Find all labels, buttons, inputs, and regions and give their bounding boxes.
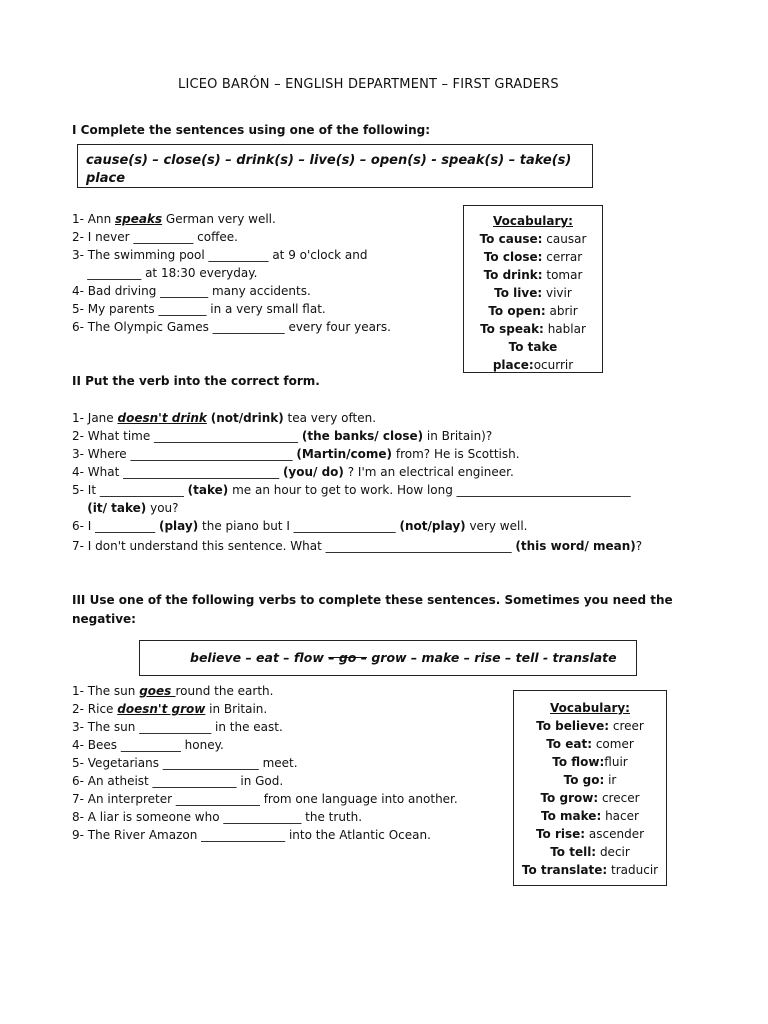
section2-heading: II Put the verb into the correct form.	[72, 374, 320, 388]
list-item: 6- The Olympic Games ____________ every four years.	[72, 320, 391, 334]
wordbox-line2: place	[86, 171, 126, 186]
list-item: 5- My parents ________ in a very small flat.	[72, 302, 326, 316]
vocab-entry: To flow:fluir	[552, 755, 628, 769]
wordbox-verbs: believe – eat – flow – go – grow – make – rise – tell - translate	[190, 650, 617, 665]
list-item: 7- An interpreter ______________ from one language into another.	[72, 792, 458, 806]
answer-example: doesn't drink	[117, 411, 207, 425]
vocab-entry: To go: ir	[563, 773, 617, 787]
section1-heading: I Complete the sentences using one of the following:	[72, 123, 431, 137]
list-item: 4- Bad driving ________ many accidents.	[72, 284, 311, 298]
vocab-entry: To open: abrir	[488, 304, 578, 318]
section3-heading-line2: negative:	[72, 612, 136, 626]
vocabulary-title: Vocabulary:	[493, 214, 573, 228]
section3-wordbox	[139, 640, 637, 676]
answer-example: speaks	[115, 212, 163, 226]
vocab-entry: To grow: crecer	[540, 791, 640, 805]
vocab-entry: To drink: tomar	[483, 268, 583, 282]
list-item: 1- The sun goes round the earth.	[72, 684, 274, 698]
list-item: 6- An atheist ______________ in God.	[72, 774, 284, 788]
list-item: 1- Ann speaks German very well.	[72, 212, 276, 226]
list-item: (it/ take) you?	[87, 501, 179, 515]
vocab-entry: To live: vivir	[494, 286, 572, 300]
list-item: 7- I don't understand this sentence. What _______________________________ (this word/ mean)?	[72, 539, 643, 553]
list-item: 1- Jane doesn't drink (not/drink) tea very often.	[72, 411, 377, 425]
vocab-entry: To eat: comer	[546, 737, 634, 751]
vocab-entry: To translate: traducir	[521, 863, 659, 877]
vocab-entry: To cause: causar	[479, 232, 587, 246]
vocab-entry: To tell: decir	[550, 845, 630, 859]
vocab-entry: To speak: hablar	[480, 322, 586, 336]
list-item: 4- What __________________________ (you/ do) ? I'm an electrical engineer.	[72, 465, 514, 479]
list-item: _________ at 18:30 everyday.	[72, 266, 258, 280]
list-item: 4- Bees __________ honey.	[72, 738, 224, 752]
answer-example: doesn't grow	[117, 702, 206, 716]
list-item: 8- A liar is someone who _____________ the truth.	[72, 810, 363, 824]
wordbox-line1: cause(s) – close(s) – drink(s) – live(s) – open(s) - speak(s) – take(s)	[86, 153, 572, 168]
vocab-entry: To rise: ascender	[535, 827, 645, 841]
list-item: 2- What time ________________________ (the banks/ close) in Britain)?	[72, 429, 493, 443]
list-item: 3- Where ___________________________ (Martin/come) from? He is Scottish.	[72, 447, 520, 461]
vocabulary-box-1	[463, 205, 603, 373]
list-item: 5- Vegetarians ________________ meet.	[72, 756, 298, 770]
vocabulary-title: Vocabulary:	[550, 701, 630, 715]
vocab-entry: To make: hacer	[541, 809, 639, 823]
vocab-entry: To close: cerrar	[483, 250, 583, 264]
list-item: 3- The swimming pool __________ at 9 o'clock and	[72, 248, 368, 262]
section1-wordbox	[77, 144, 593, 188]
list-item: 2- I never __________ coffee.	[72, 230, 238, 244]
vocab-entry: place:ocurrir	[492, 358, 574, 372]
list-item: 6- I __________ (play) the piano but I _________________ (not/play) very well.	[72, 519, 528, 533]
vocabulary-box-2	[513, 690, 667, 886]
list-item: 3- The sun ____________ in the east.	[72, 720, 283, 734]
vocab-entry: To take	[508, 340, 558, 354]
section3-heading-line1: III Use one of the following verbs to complete these sentences. Sometimes you need the	[72, 593, 673, 607]
answer-example: goes	[139, 684, 176, 698]
list-item: 2- Rice doesn't grow in Britain.	[72, 702, 268, 716]
list-item: 5- It ______________ (take) me an hour to get to work. How long _____________________________	[72, 483, 631, 497]
list-item: 9- The River Amazon ______________ into the Atlantic Ocean.	[72, 828, 431, 842]
vocab-entry: To believe: creer	[536, 719, 644, 733]
page-title: LICEO BARÓN – ENGLISH DEPARTMENT – FIRST GRADERS	[178, 77, 559, 92]
